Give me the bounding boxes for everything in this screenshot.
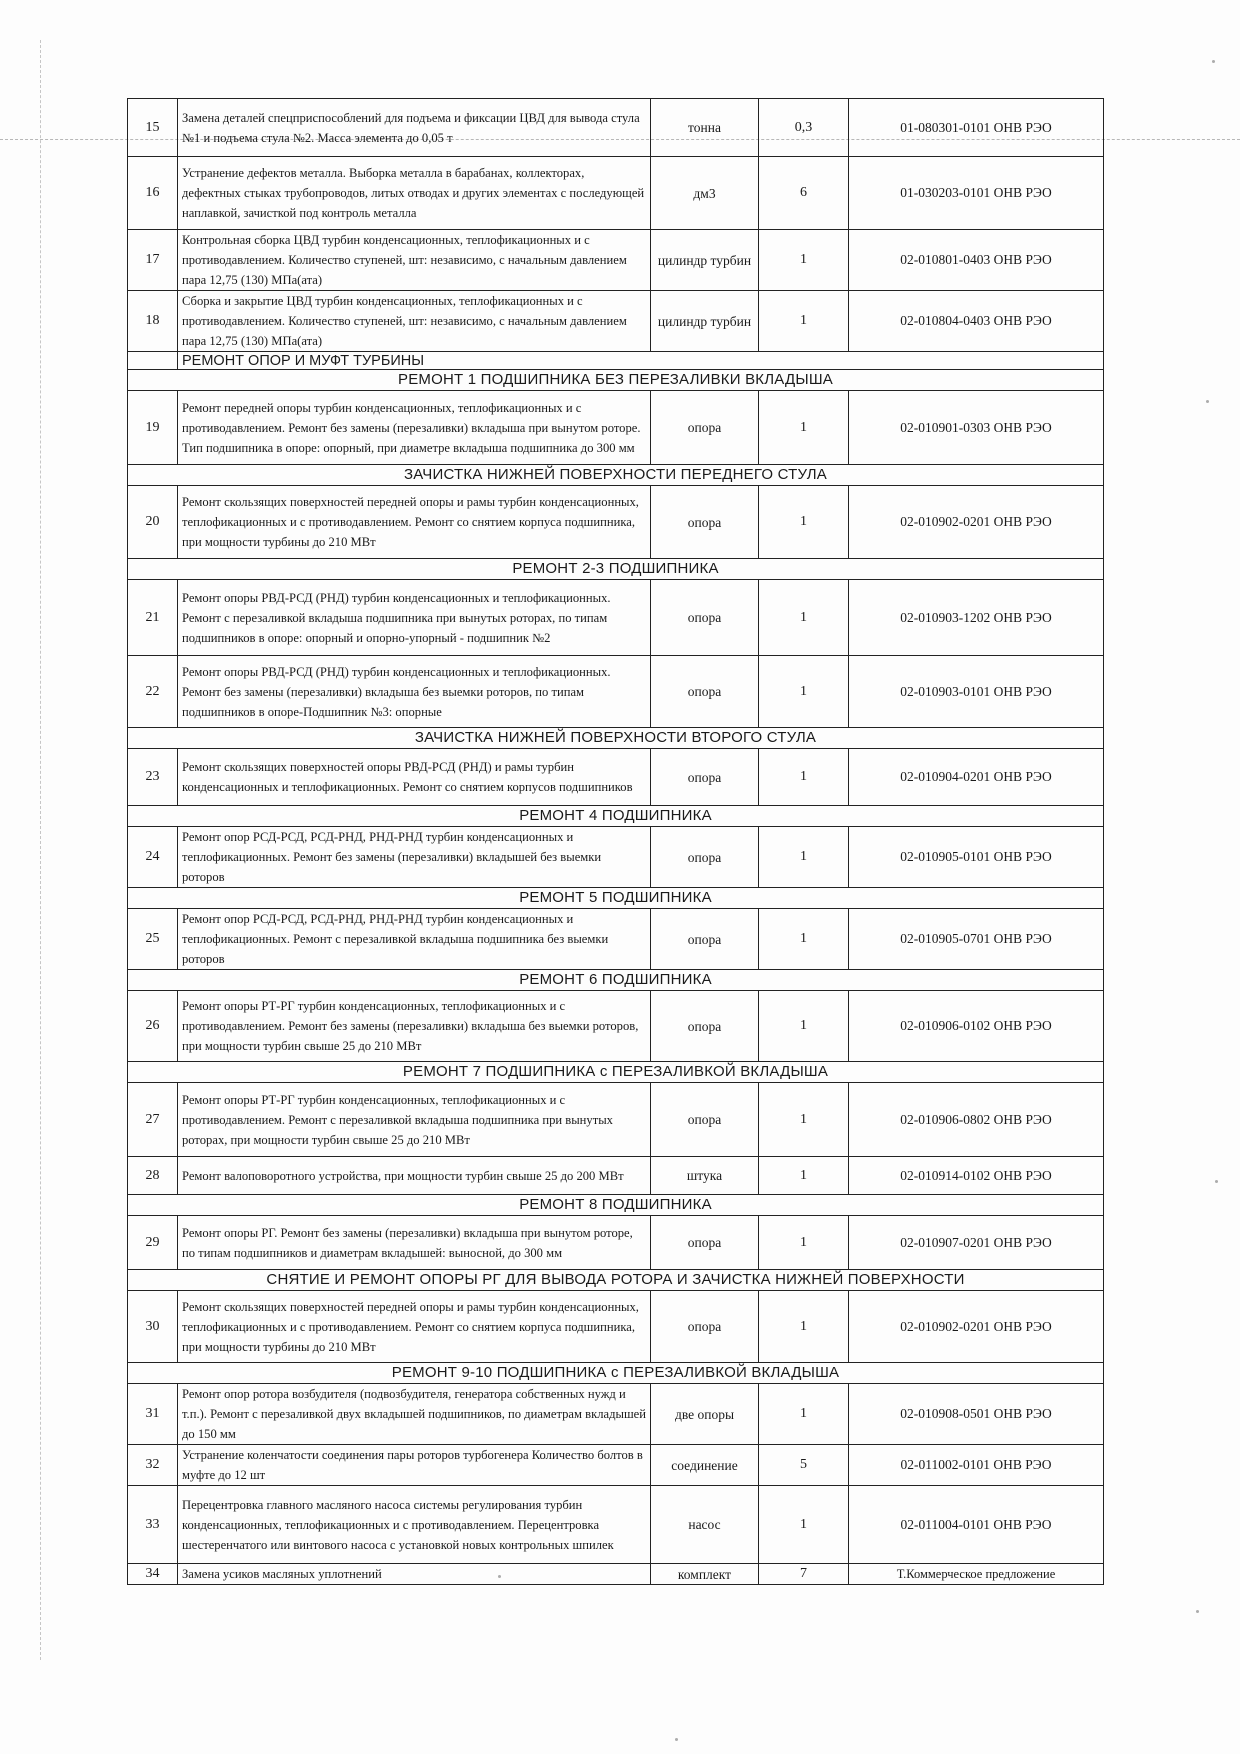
work-description: Замена деталей спецприспособлений для подъема и фиксации ЦВД для вывода стула №1 и подъема стула №2. Масса элемента до 0,05 т	[178, 99, 651, 157]
section-row	[128, 1195, 1104, 1216]
scan-speck	[1206, 400, 1209, 403]
row-number: 30	[128, 1291, 178, 1363]
scan-speck	[1212, 60, 1215, 63]
row-number: 27	[128, 1083, 178, 1157]
row-number: 17	[128, 230, 178, 291]
norm-code: 02-010804-0403 ОНВ РЭО	[849, 291, 1104, 352]
work-description: Ремонт скользящих поверхностей передней опоры и рамы турбин конденсационных, теплофикационных и с противодавлением. Ремонт со снятием корпуса подшипника, при мощности турбины до 210 МВт	[178, 1291, 651, 1363]
quantity: 5	[759, 1445, 849, 1486]
unit-of-measure: опора	[651, 580, 759, 656]
norm-code: 02-010905-0101 ОНВ РЭО	[849, 827, 1104, 888]
section-row	[128, 465, 1104, 486]
scan-speck	[675, 1738, 678, 1741]
row-number: 16	[128, 157, 178, 230]
norm-code: 02-010904-0201 ОНВ РЭО	[849, 749, 1104, 806]
section-title: РЕМОНТ 7 ПОДШИПНИКА с ПЕРЕЗАЛИВКОЙ ВКЛАДЫША	[128, 1062, 1104, 1083]
quantity: 1	[759, 1384, 849, 1445]
row-number: 19	[128, 391, 178, 465]
norm-code: 02-011002-0101 ОНВ РЭО	[849, 1445, 1104, 1486]
quantity: 0,3	[759, 99, 849, 157]
quantity: 1	[759, 1157, 849, 1195]
quantity: 1	[759, 230, 849, 291]
table-row	[128, 827, 1104, 888]
section-row	[128, 370, 1104, 391]
table-row	[128, 391, 1104, 465]
section-row	[128, 888, 1104, 909]
scan-margin-line	[40, 40, 42, 1660]
quantity: 1	[759, 1486, 849, 1564]
quantity: 1	[759, 827, 849, 888]
row-number: 28	[128, 1157, 178, 1195]
subsection-row	[128, 352, 1104, 370]
unit-of-measure: комплект	[651, 1564, 759, 1585]
work-description: Ремонт опор ротора возбудителя (подвозбудителя, генератора собственных нужд и т.п.). Ремонт с перезаливкой двух вкладышей подшипников, по диаметрам вкладышей до 150 мм	[178, 1384, 651, 1445]
section-title: ЗАЧИСТКА НИЖНЕЙ ПОВЕРХНОСТИ ВТОРОГО СТУЛА	[128, 728, 1104, 749]
scan-speck	[1196, 1610, 1199, 1613]
table-row	[128, 580, 1104, 656]
quantity: 1	[759, 580, 849, 656]
table-row	[128, 1445, 1104, 1486]
quantity: 7	[759, 1564, 849, 1585]
section-title: РЕМОНТ 1 ПОДШИПНИКА БЕЗ ПЕРЕЗАЛИВКИ ВКЛАДЫША	[128, 370, 1104, 391]
section-row	[128, 806, 1104, 827]
quantity: 1	[759, 991, 849, 1062]
section-row	[128, 559, 1104, 580]
table-row	[128, 1157, 1104, 1195]
section-title: РЕМОНТ 2-3 ПОДШИПНИКА	[128, 559, 1104, 580]
quantity: 1	[759, 1083, 849, 1157]
quantity: 1	[759, 1216, 849, 1270]
work-description: Сборка и закрытие ЦВД турбин конденсационных, теплофикационных и с противодавлением. Количество ступеней, шт: независимо, с начальным давлением пара 12,75 (130) МПа(ата)	[178, 291, 651, 352]
section-title: СНЯТИЕ И РЕМОНТ ОПОРЫ РГ ДЛЯ ВЫВОДА РОТОРА И ЗАЧИСТКА НИЖНЕЙ ПОВЕРХНОСТИ	[128, 1270, 1104, 1291]
works-table	[127, 98, 1104, 1585]
section-title: ЗАЧИСТКА НИЖНЕЙ ПОВЕРХНОСТИ ПЕРЕДНЕГО СТУЛА	[128, 465, 1104, 486]
norm-code: 01-030203-0101 ОНВ РЭО	[849, 157, 1104, 230]
row-number: 21	[128, 580, 178, 656]
table-row	[128, 1564, 1104, 1585]
section-row	[128, 1270, 1104, 1291]
norm-code: 02-010902-0201 ОНВ РЭО	[849, 486, 1104, 559]
row-number: 18	[128, 291, 178, 352]
quantity: 1	[759, 391, 849, 465]
norm-code: 02-010907-0201 ОНВ РЭО	[849, 1216, 1104, 1270]
norm-code: 02-010905-0701 ОНВ РЭО	[849, 909, 1104, 970]
unit-of-measure: насос	[651, 1486, 759, 1564]
unit-of-measure: цилиндр турбин	[651, 230, 759, 291]
unit-of-measure: опора	[651, 827, 759, 888]
quantity: 6	[759, 157, 849, 230]
section-row	[128, 970, 1104, 991]
work-description: Ремонт скользящих поверхностей опоры РВД-РСД (РНД) и рамы турбин конденсационных и теплофикационных. Ремонт со снятием корпусов подшипников	[178, 749, 651, 806]
norm-code: 02-010903-0101 ОНВ РЭО	[849, 656, 1104, 728]
section-title: РЕМОНТ 4 ПОДШИПНИКА	[128, 806, 1104, 827]
norm-code: 02-010801-0403 ОНВ РЭО	[849, 230, 1104, 291]
row-number: 26	[128, 991, 178, 1062]
table-row	[128, 656, 1104, 728]
unit-of-measure: опора	[651, 391, 759, 465]
quantity: 1	[759, 1291, 849, 1363]
unit-of-measure: штука	[651, 1157, 759, 1195]
work-description: Ремонт передней опоры турбин конденсационных, теплофикационных и с противодавлением. Ремонт без замены (перезаливки) вкладыша при вынутом роторе. Тип подшипника в опоре: опорный, при диаметре вкладыша подшипника до 300 мм	[178, 391, 651, 465]
section-row	[128, 1062, 1104, 1083]
quantity: 1	[759, 749, 849, 806]
section-row	[128, 728, 1104, 749]
row-number: 20	[128, 486, 178, 559]
row-number: 29	[128, 1216, 178, 1270]
unit-of-measure: две опоры	[651, 1384, 759, 1445]
unit-of-measure: соединение	[651, 1445, 759, 1486]
unit-of-measure: опора	[651, 486, 759, 559]
work-description: Замена усиков масляных уплотнений	[178, 1564, 651, 1585]
table-row	[128, 1291, 1104, 1363]
norm-code: 02-010906-0102 ОНВ РЭО	[849, 991, 1104, 1062]
unit-of-measure: опора	[651, 1083, 759, 1157]
work-description: Ремонт опор РСД-РСД, РСД-РНД, РНД-РНД турбин конденсационных и теплофикационных. Ремонт без замены (перезаливки) вкладышей без выемки роторов	[178, 827, 651, 888]
quantity: 1	[759, 291, 849, 352]
table-row	[128, 486, 1104, 559]
quantity: 1	[759, 909, 849, 970]
table-row	[128, 157, 1104, 230]
table-row	[128, 749, 1104, 806]
table-row	[128, 1216, 1104, 1270]
table-row	[128, 1486, 1104, 1564]
norm-code: 02-010906-0802 ОНВ РЭО	[849, 1083, 1104, 1157]
norm-code: 02-011004-0101 ОНВ РЭО	[849, 1486, 1104, 1564]
work-description: Ремонт опоры РГ. Ремонт без замены (перезаливки) вкладыша при вынутом роторе, по типам подшипников и диаметрам вкладышей: выносной, до 300 мм	[178, 1216, 651, 1270]
section-title: РЕМОНТ 9-10 ПОДШИПНИКА с ПЕРЕЗАЛИВКОЙ ВКЛАДЫША	[128, 1363, 1104, 1384]
work-description: Ремонт опоры РТ-РГ турбин конденсационных, теплофикационных и с противодавлением. Ремонт без замены (перезаливки) вкладыша без выемки роторов, при мощности турбин свыше 25 до 210 МВт	[178, 991, 651, 1062]
work-description: Устранение коленчатости соединения пары роторов турбогенера Количество болтов в муфте до 12 шт	[178, 1445, 651, 1486]
section-title: РЕМОНТ 5 ПОДШИПНИКА	[128, 888, 1104, 909]
section-title: РЕМОНТ 8 ПОДШИПНИКА	[128, 1195, 1104, 1216]
row-number: 15	[128, 99, 178, 157]
row-number: 23	[128, 749, 178, 806]
scan-speck	[498, 1575, 501, 1578]
norm-code: 02-010902-0201 ОНВ РЭО	[849, 1291, 1104, 1363]
table-row	[128, 1083, 1104, 1157]
norm-code: Т.Коммерческое предложение	[849, 1564, 1104, 1585]
table-row	[128, 991, 1104, 1062]
norm-code: 02-010903-1202 ОНВ РЭО	[849, 580, 1104, 656]
table-row	[128, 99, 1104, 157]
row-number: 34	[128, 1564, 178, 1585]
work-description: Перецентровка главного масляного насоса системы регулирования турбин конденсационных, теплофикационных и с противодавлением. Перецентровка шестеренчатого или винтового насоса с установкой новых контрольных шпилек	[178, 1486, 651, 1564]
unit-of-measure: дм3	[651, 157, 759, 230]
unit-of-measure: опора	[651, 1291, 759, 1363]
unit-of-measure: опора	[651, 656, 759, 728]
quantity: 1	[759, 656, 849, 728]
work-description: Ремонт опоры РВД-РСД (РНД) турбин конденсационных и теплофикационных. Ремонт с перезаливкой вкладыша подшипника при вынутых роторах, по типам подшипников в опоре: опорный и опорно-упорный - подшипник №2	[178, 580, 651, 656]
row-number: 24	[128, 827, 178, 888]
work-description: Ремонт опоры РТ-РГ турбин конденсационных, теплофикационных и с противодавлением. Ремонт с перезаливкой вкладыша подшипника при вынутых роторах, при мощности турбин свыше 25 до 210 МВт	[178, 1083, 651, 1157]
norm-code: 01-080301-0101 ОНВ РЭО	[849, 99, 1104, 157]
row-number: 32	[128, 1445, 178, 1486]
unit-of-measure: опора	[651, 909, 759, 970]
row-number: 25	[128, 909, 178, 970]
unit-of-measure: опора	[651, 749, 759, 806]
table-row	[128, 291, 1104, 352]
table-row	[128, 230, 1104, 291]
scan-speck	[1215, 1180, 1218, 1183]
unit-of-measure: опора	[651, 991, 759, 1062]
work-description: Ремонт опор РСД-РСД, РСД-РНД, РНД-РНД турбин конденсационных и теплофикационных. Ремонт с перезаливкой вкладыша подшипника без выемки роторов	[178, 909, 651, 970]
unit-of-measure: цилиндр турбин	[651, 291, 759, 352]
norm-code: 02-010908-0501 ОНВ РЭО	[849, 1384, 1104, 1445]
norm-code: 02-010901-0303 ОНВ РЭО	[849, 391, 1104, 465]
table-row	[128, 1384, 1104, 1445]
unit-of-measure: опора	[651, 1216, 759, 1270]
row-number: 22	[128, 656, 178, 728]
norm-code: 02-010914-0102 ОНВ РЭО	[849, 1157, 1104, 1195]
work-description: Ремонт валоповоротного устройства, при мощности турбин свыше 25 до 200 МВт	[178, 1157, 651, 1195]
work-description: Ремонт скользящих поверхностей передней опоры и рамы турбин конденсационных, теплофикационных и с противодавлением. Ремонт со снятием корпуса подшипника, при мощности турбины до 210 МВт	[178, 486, 651, 559]
unit-of-measure: тонна	[651, 99, 759, 157]
table-row	[128, 909, 1104, 970]
section-title: РЕМОНТ 6 ПОДШИПНИКА	[128, 970, 1104, 991]
row-number: 33	[128, 1486, 178, 1564]
section-row	[128, 1363, 1104, 1384]
subsection-title: РЕМОНТ ОПОР И МУФТ ТУРБИНЫ	[178, 352, 1104, 370]
work-description: Устранение дефектов металла. Выборка металла в барабанах, коллекторах, дефектных стыках трубопроводов, литых отводах и других элементах с последующей наплавкой, зачисткой под контроль металла	[178, 157, 651, 230]
quantity: 1	[759, 486, 849, 559]
work-description: Контрольная сборка ЦВД турбин конденсационных, теплофикационных и с противодавлением. Количество ступеней, шт: независимо, с начальным давлением пара 12,75 (130) МПа(ата)	[178, 230, 651, 291]
work-description: Ремонт опоры РВД-РСД (РНД) турбин конденсационных и теплофикационных. Ремонт без замены (перезаливки) вкладыша без выемки роторов, по типам подшипников в опоре-Подшипник №3: опорные	[178, 656, 651, 728]
row-number: 31	[128, 1384, 178, 1445]
